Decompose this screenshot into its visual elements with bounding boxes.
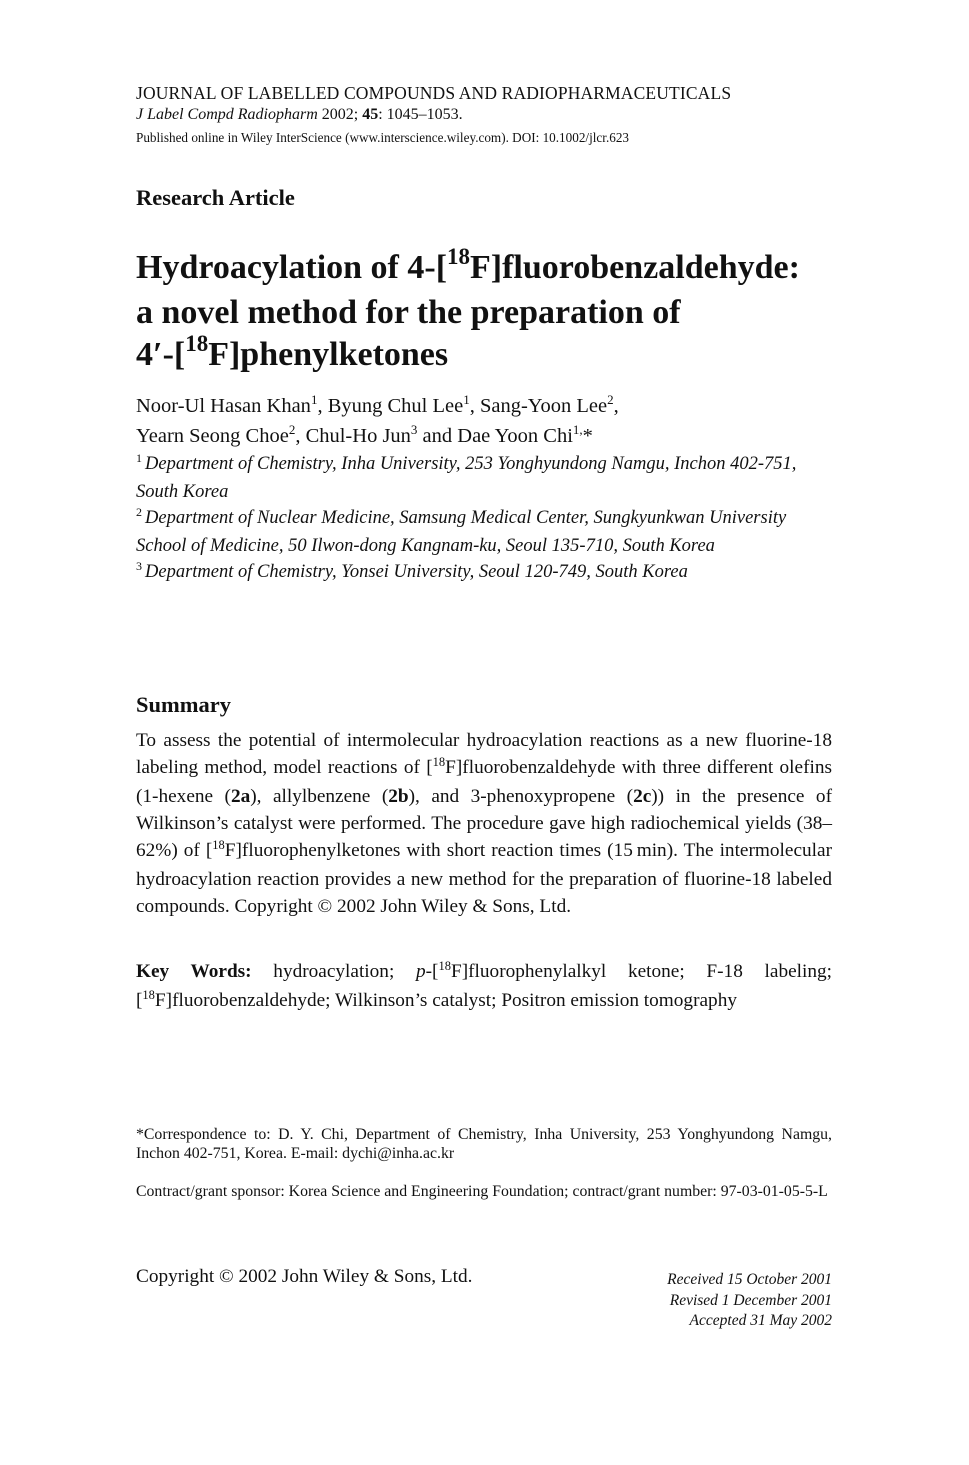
author-affil-mark: 2 [607,392,614,407]
author-name: Dae Yoon Chi [457,425,573,447]
citation-pages: : 1045–1053. [378,106,463,123]
author-name: Yearn Seong Choe [136,425,289,447]
author-line-2: Yearn Seong Choe$^2$, Chul-Ho Jun$^3$ and Dae Yoon Chi$^{1,}$* [136,422,593,447]
received-date: Received 15 October 2001 [667,1271,832,1288]
article-type: Research Article [136,185,295,210]
correspondence-footnote: *Correspondence to: D. Y. Chi, Department of Chemistry, Inha University, 253 Yonghyundong Namgu, Inchon 402-751, Korea. E-mail: dychi@inha.ac.kr [136,1126,832,1162]
copyright-footer: Copyright © 2002 John Wiley & Sons, Ltd. [136,1266,473,1287]
author-name: Byung Chul Lee [327,395,464,417]
author-affil-mark: 3 [410,422,418,437]
published-online-note: Published online in Wiley InterScience (www.interscience.wiley.com). DOI: 10.1002/jlcr.623 [136,130,630,145]
title-line-2: a novel method for the preparation of [136,294,681,331]
affiliation-1: $^1$ Department of Chemistry, Inha University, 253 Yonghyundong Namgu, Inchon 402-751, South Korea [136,451,797,502]
author-affil-mark: 1 [463,392,470,407]
author-name: Chul-Ho Jun [305,425,411,447]
summary-heading: Summary [136,692,231,717]
affiliation-2: $^2$ Department of Nuclear Medicine, Samsung Medical Center, Sungkyunkwan University School of Medicine, 50 Ilwon-dong Kangnam-ku, Seoul 135-710, South Korea [136,505,787,556]
author-name: Sang-Yoon Lee [479,395,608,417]
journal-citation [136,105,832,125]
author-affil-mark: 1 [310,392,318,407]
affiliation-list [136,451,832,587]
sponsor-footnote: Contract/grant sponsor: Korea Science and Engineering Foundation; contract/grant number: 97-03-01-05-5-L [136,1183,828,1200]
revised-date: Revised 1 December 2001 [669,1291,832,1309]
author-name: Noor-Ul Hasan Khan [136,395,311,417]
journal-abbrev: J Label Compd Radiopharm [136,106,318,123]
title-line-1: Hydroacylation of 4-[$^{18}$F]fluorobenzaldehyde: [136,244,800,286]
author-affil-mark: 2 [288,422,296,437]
author-line-1: Noor-Ul Hasan Khan$^1$, Byung Chul Lee$^1$, Sang-Yoon Lee$^2$, [136,392,619,417]
keywords-label: Key Words: [136,961,252,982]
affiliation-3: $^3$ Department of Chemistry, Yonsei University, Seoul 120-749, South Korea [136,559,688,582]
journal-header [136,82,832,147]
article-dates [667,1270,832,1332]
citation-year: 2002; [317,106,363,123]
keywords: Key Words: hydroacylation; p-[$^{18}$F]fluorophenylalkyl ketone; F-18 labeling; [$^{18}$F]fluorobenzaldehyde; Wilkinson’s catalyst; Positron emission tomography [136,959,832,1011]
accepted-date: Accepted 31 May 2002 [689,1312,832,1329]
author-affil-mark: 1, [572,422,583,437]
journal-name: JOURNAL OF LABELLED COMPOUNDS AND RADIOPHARMACEUTICALS [136,83,732,103]
summary-text: To assess the potential of intermolecular hydroacylation reactions as a new fluorine-18 labeling method, model reactions of [$^{18}$F]fluorobenzaldehyde with three different olefins (1-hexene (2a), allylbenzene (2b), and 3-phenoxypropene (2c)) in the presence of Wilkinson’s catalyst were performed. The procedure gave high radiochemical yields (38–62%) of [$^{18}$F]fluorophenylketones with short reaction times (15 min). The intermolecular hydroacylation reaction provides a new method for the preparation of fluorine-18 labeled compounds. Copyright © 2002 John Wiley & Sons, Ltd. [136,730,832,917]
article-title [136,244,832,379]
author-list [136,392,832,452]
title-line-3: 4′-[$^{18}$F]phenylketones [136,331,449,373]
citation-volume: 45 [362,106,379,123]
